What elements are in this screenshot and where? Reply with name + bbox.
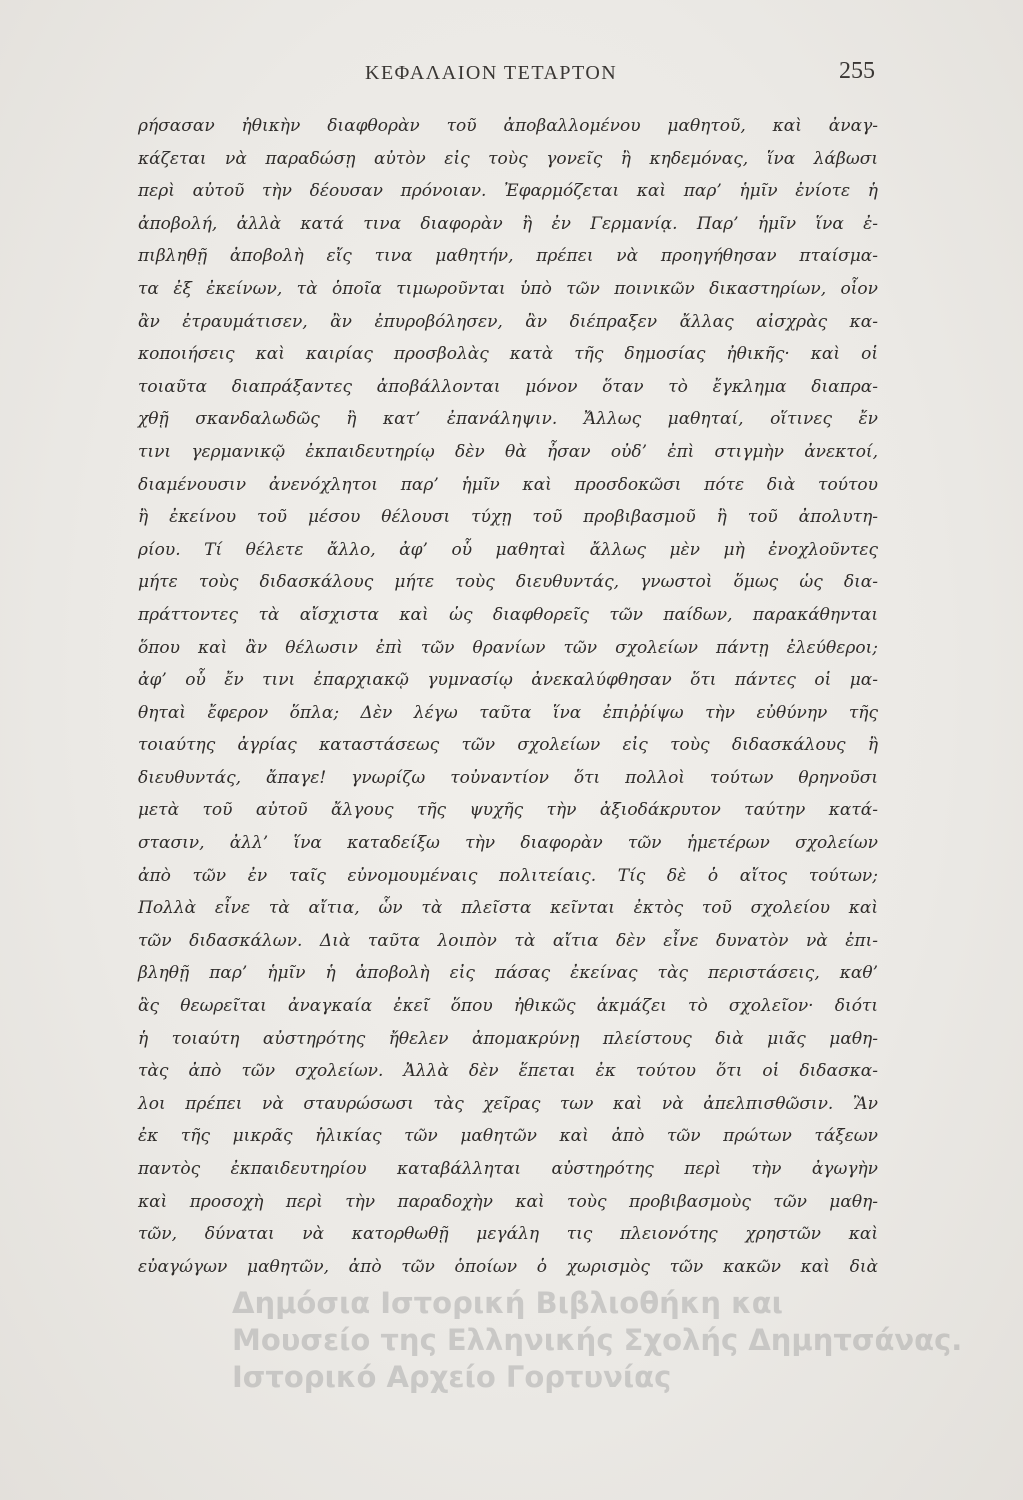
text-line: χθῇ σκανδαλωδῶς ἢ κατ’ ἐπανάληψιν. Ἄλλως μαθηταί, οἵτινες ἔν (138, 409, 878, 430)
text-line: κοποιήσεις καὶ καιρίας προσβολὰς κατὰ τῆς δημοσίας ἠθικῆς· καὶ οἱ (138, 344, 878, 365)
text-line: διαμένουσιν ἀνενόχλητοι παρ’ ἡμῖν καὶ προσδοκῶσι πότε διὰ τούτου (138, 474, 878, 495)
text-line: μετὰ τοῦ αὐτοῦ ἄλγους τῆς ψυχῆς τὴν ἀξιοδάκρυτον ταύτην κατά- (138, 800, 878, 821)
text-line: βληθῇ παρ’ ἡμῖν ἡ ἀποβολὴ εἰς πάσας ἐκείνας τὰς περιστάσεις, καθ’ (138, 963, 878, 984)
text-line: ἀπὸ τῶν ἐν ταῖς εὐνομουμέναις πολιτείαις. Τίς δὲ ὁ αἴτος τούτων; (138, 865, 878, 886)
text-line: Πολλὰ εἶνε τὰ αἴτια, ὧν τὰ πλεῖστα κεῖνται ἐκτὸς τοῦ σχολείου καὶ (138, 898, 878, 919)
watermark-line-3: Ιστορικό Αρχείο Γορτυνίας (232, 1360, 672, 1394)
text-line: καὶ προσοχὴ περὶ τὴν παραδοχὴν καὶ τοὺς προβιβασμοὺς τῶν μαθη- (138, 1191, 878, 1212)
running-title: ΚΕΦΑΛΑΙΟΝ ΤΕΤΑΡΤΟΝ (365, 62, 618, 84)
text-line: κάζεται νὰ παραδώσῃ αὐτὸν εἰς τοὺς γονεῖς ἢ κηδεμόνας, ἵνα λάβωσι (138, 148, 878, 169)
text-line: εὐαγώγων μαθητῶν, ἀπὸ τῶν ὁποίων ὁ χωρισμὸς τῶν κακῶν καὶ διὰ (138, 1256, 878, 1277)
text-line: διευθυντάς, ἄπαγε! γνωρίζω τοὐναντίον ὅτι πολλοὶ τούτων θρηνοῦσι (138, 767, 878, 788)
watermark-line-2: Μουσείο της Ελληνικής Σχολής Δημητσάνας. (232, 1323, 963, 1357)
text-line: μήτε τοὺς διδασκάλους μήτε τοὺς διευθυντάς, γνωστοὶ ὅμως ὡς δια- (138, 572, 878, 593)
page-number: 255 (839, 58, 875, 84)
text-line: τῶν διδασκάλων. Διὰ ταῦτα λοιπὸν τὰ αἴτια δὲν εἶνε δυνατὸν νὰ ἐπι- (138, 930, 878, 951)
library-watermark (232, 1286, 1012, 1396)
text-line: περὶ αὐτοῦ τὴν δέουσαν πρόνοιαν. Ἐφαρμόζεται καὶ παρ’ ἡμῖν ἐνίοτε ἡ (138, 181, 878, 202)
text-line: ἀποβολή, ἀλλὰ κατά τινα διαφορὰν ἢ ἐν Γερμανίᾳ. Παρ’ ἡμῖν ἵνα ἐ- (138, 213, 878, 234)
text-line: ἐκ τῆς μικρᾶς ἡλικίας τῶν μαθητῶν καὶ ἀπὸ τῶν πρώτων τάξεων (138, 1126, 878, 1147)
text-line: παντὸς ἐκπαιδευτηρίου καταβάλληται αὐστηρότης περὶ τὴν ἀγωγὴν (138, 1159, 878, 1179)
text-line: τῶν, δύναται νὰ κατορθωθῇ μεγάλη τις πλειονότης χρηστῶν καὶ (138, 1224, 878, 1245)
text-line: ἢ ἐκείνου τοῦ μέσου θέλουσι τύχῃ τοῦ προβιβασμοῦ ἢ τοῦ ἀπολυτη- (138, 507, 878, 528)
page-header (140, 58, 875, 92)
text-line: ἃς θεωρεῖται ἀναγκαία ἐκεῖ ὅπου ἠθικῶς ἀκμάζει τὸ σχολεῖον· διότι (138, 996, 878, 1017)
watermark-line-1: Δημόσια Ιστορική Βιβλιοθήκη και (232, 1286, 783, 1320)
text-line: θηταὶ ἔφερον ὅπλα; Δὲν λέγω ταῦτα ἵνα ἐπιῤῥίψω τὴν εὐθύνην τῆς (138, 702, 878, 723)
text-line: πιβληθῇ ἀποβολὴ εἴς τινα μαθητήν, πρέπει νὰ προηγήθησαν πταίσμα- (138, 246, 878, 267)
body-text (138, 110, 878, 1283)
text-line: τοιαύτης ἀγρίας καταστάσεως τῶν σχολείων εἰς τοὺς διδασκάλους ἢ (138, 735, 878, 756)
text-line: λοι πρέπει νὰ σταυρώσωσι τὰς χεῖρας των καὶ νὰ ἀπελπισθῶσιν. Ἂν (138, 1093, 878, 1114)
text-line: ὅπου καὶ ἂν θέλωσιν ἐπὶ τῶν θρανίων τῶν σχολείων πάντῃ ἐλεύθεροι; (138, 637, 878, 658)
text-line: ρίου. Τί θέλετε ἄλλο, ἀφ’ οὗ μαθηταὶ ἄλλως μὲν μὴ ἐνοχλοῦντες (138, 539, 878, 560)
text-line: ἡ τοιαύτη αὐστηρότης ἤθελεν ἀπομακρύνῃ πλείστους διὰ μιᾶς μαθη- (138, 1028, 878, 1049)
text-line: τα ἐξ ἐκείνων, τὰ ὁποῖα τιμωροῦνται ὑπὸ τῶν ποινικῶν δικαστηρίων, οἷον (138, 278, 878, 299)
text-line: ἀφ’ οὗ ἔν τινι ἐπαρχιακῷ γυμνασίῳ ἀνεκαλύφθησαν ὅτι πάντες οἱ μα- (138, 670, 878, 691)
text-line: πράττοντες τὰ αἴσχιστα καὶ ὡς διαφθορεῖς τῶν παίδων, παρακάθηνται (138, 604, 878, 625)
text-line: ἂν ἐτραυμάτισεν, ἂν ἐπυροβόλησεν, ἂν διέπραξεν ἄλλας αἰσχρὰς κα- (138, 311, 878, 332)
text-line: τοιαῦτα διαπράξαντες ἀποβάλλονται μόνον ὅταν τὸ ἔγκλημα διαπρα- (138, 376, 878, 397)
text-line: τινι γερμανικῷ ἐκπαιδευτηρίῳ δὲν θὰ ἦσαν οὐδ’ ἐπὶ στιγμὴν ἀνεκτοί, (138, 441, 878, 462)
text-line: στασιν, ἀλλ’ ἵνα καταδείξω τὴν διαφορὰν τῶν ἡμετέρων σχολείων (138, 833, 878, 854)
text-line: τὰς ἀπὸ τῶν σχολείων. Ἀλλὰ δὲν ἕπεται ἐκ τούτου ὅτι οἱ διδασκα- (138, 1061, 878, 1082)
text-line: ρήσασαν ἠθικὴν διαφθορὰν τοῦ ἀποβαλλομένου μαθητοῦ, καὶ ἀναγ- (138, 116, 878, 136)
